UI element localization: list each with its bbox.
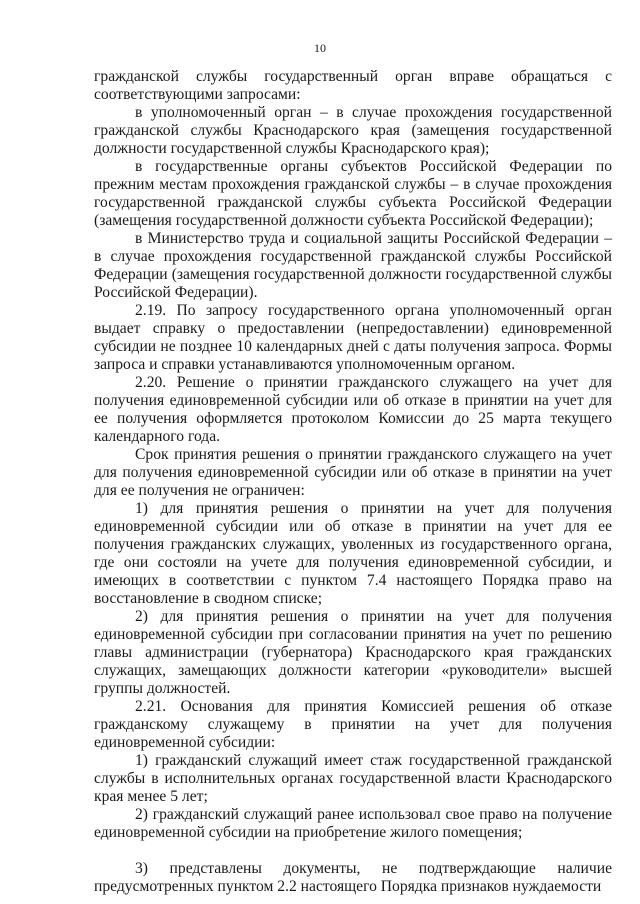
paragraph-regional-bodies: в государственные органы субъектов Российской Федерации по прежним местам прохождения гражданской службы – в случае прохождения государственной гражданской службы субъекта Российской Федерации (замещения государственной должности субъекта Российской Федерации); (94, 158, 612, 229)
paragraph-continuation: гражданской службы государственный орган вправе обращаться с соответствующими запросами: (94, 68, 612, 103)
document-body (94, 68, 612, 896)
paragraph-term-item-2: 2) для принятия решения о принятии на учет для получения единовременной субсидии при согласовании принятия на учет по решению главы администрации (губернатора) Краснодарского края гражданских служащих, замещающих должности категории «руководители» высшей группы должностей. (94, 608, 612, 697)
paragraph-2-21: 2.21. Основания для принятия Комиссией решения об отказе гражданскому служащему в принятии на учет для получения единовременной субсидии: (94, 698, 612, 751)
paragraph-2-19: 2.19. По запросу государственного органа уполномоченный орган выдает справку о предоставлении (непредоставлении) единовременной субсидии не позднее 10 календарных дней с даты получения запроса. Формы запроса и справки устанавливаются уполномоченным органом. (94, 302, 612, 373)
paragraph-term-item-1: 1) для принятия решения о принятии на учет для получения единовременной субсидии или об отказе в принятии на учет для ее получения гражданских служащих, уволенных из государственного органа, где они состояли на учете для получения единовременной субсидии, и имеющих в соответствии с пунктом 7.4 настоящего Порядка право на восстановление в сводном списке; (94, 500, 612, 607)
paragraph-refusal-item-1: 1) гражданский служащий имеет стаж государственной гражданской службы в исполнительных органах государственной власти Краснодарского края менее 5 лет; (94, 752, 612, 805)
paragraph-refusal-item-2: 2) гражданский служащий ранее использовал свое право на получение единовременной субсидии на приобретение жилого помещения; (94, 806, 612, 841)
paragraph-ministry-of-labor: в Министерство труда и социальной защиты Российской Федерации – в случае прохождения государственной гражданской службы Российской Федерации (замещения государственной должности государственной службы Российской Федерации). (94, 230, 612, 301)
paragraph-authorized-body: в уполномоченный орган – в случае прохождения государственной гражданской службы Краснодарского края (замещения государственной должности государственной службы Краснодарского края); (94, 104, 612, 157)
paragraph-2-20: 2.20. Решение о принятии гражданского служащего на учет для получения единовременной субсидии или об отказе в принятии на учет для ее получения оформляется протоколом Комиссии до 25 марта текущего календарного года. (94, 374, 612, 445)
paragraph-refusal-item-3: 3) представлены документы, не подтверждающие наличие предусмотренных пунктом 2.2 настоящего Порядка признаков нуждаемости (94, 860, 612, 895)
page-number: 10 (314, 41, 326, 55)
paragraph-decision-term: Срок принятия решения о принятии гражданского служащего на учет для получения единовременной субсидии или об отказе в принятии на учет для ее получения не ограничен: (94, 446, 612, 499)
